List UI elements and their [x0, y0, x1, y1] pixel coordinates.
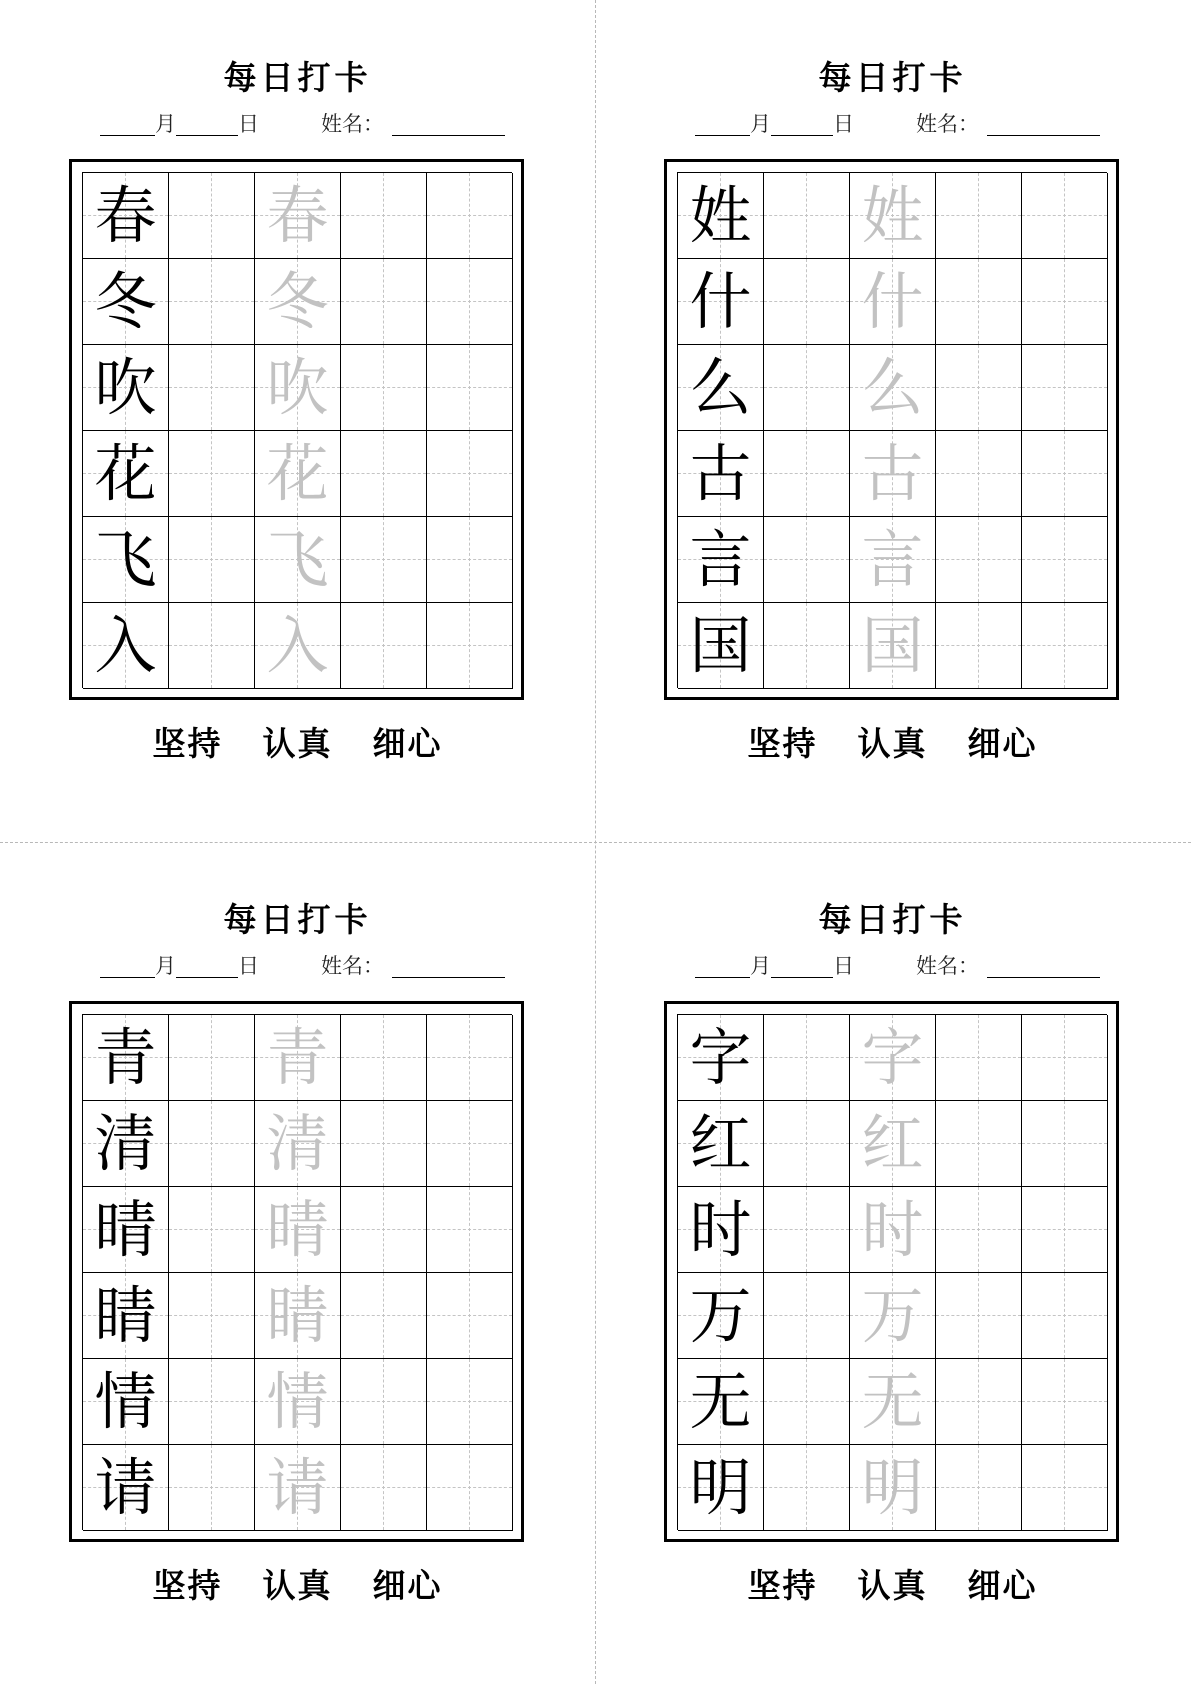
trace-character-cell[interactable]: [255, 603, 341, 689]
trace-character-cell[interactable]: [850, 345, 936, 431]
trace-character: 时: [861, 1192, 924, 1266]
model-character: 花: [94, 436, 157, 510]
motto-word: 坚持: [747, 1566, 818, 1605]
empty-practice-cell[interactable]: [1022, 259, 1108, 345]
model-character-cell: [678, 603, 764, 689]
trace-character-cell[interactable]: [255, 173, 341, 259]
model-character: 什: [689, 264, 752, 338]
model-character-cell: [678, 345, 764, 431]
trace-character: 情: [266, 1364, 329, 1438]
trace-character-cell[interactable]: [850, 1101, 936, 1187]
trace-character: 清: [266, 1106, 329, 1180]
empty-practice-cell[interactable]: [764, 1187, 850, 1273]
model-character: 冬: [94, 264, 157, 338]
motto-word: 细心: [967, 1566, 1038, 1605]
month-blank[interactable]: [100, 957, 155, 978]
name-blank[interactable]: [987, 115, 1100, 136]
empty-practice-cell[interactable]: [427, 517, 513, 603]
empty-practice-cell[interactable]: [936, 1101, 1022, 1187]
empty-practice-cell[interactable]: [341, 603, 427, 689]
trace-character-cell[interactable]: [255, 431, 341, 517]
month-label: 月: [155, 954, 176, 978]
day-blank[interactable]: [176, 115, 238, 136]
model-character: 睛: [94, 1278, 157, 1352]
model-character-cell: [83, 1101, 169, 1187]
day-blank[interactable]: [771, 957, 833, 978]
trace-character: 言: [861, 522, 924, 596]
model-character: 么: [689, 350, 752, 424]
card-title: 每日打卡: [223, 58, 372, 97]
model-character-cell: [83, 431, 169, 517]
trace-character: 古: [861, 436, 924, 510]
trace-character: 字: [861, 1020, 924, 1094]
empty-practice-cell[interactable]: [936, 1015, 1022, 1101]
empty-practice-cell[interactable]: [1022, 173, 1108, 259]
trace-character: 飞: [266, 522, 329, 596]
empty-practice-cell[interactable]: [169, 1187, 255, 1273]
trace-character-cell[interactable]: [850, 1187, 936, 1273]
trace-character: 春: [266, 178, 329, 252]
day-label: 日: [833, 954, 854, 978]
model-character-cell: [678, 173, 764, 259]
day-label: 日: [833, 112, 854, 136]
empty-practice-cell[interactable]: [427, 259, 513, 345]
name-label: 姓名：: [916, 112, 979, 136]
motto: [595, 1560, 1190, 1607]
card-title: 每日打卡: [818, 900, 967, 939]
trace-character-cell[interactable]: [850, 1359, 936, 1445]
model-character-cell: [678, 1187, 764, 1273]
empty-practice-cell[interactable]: [936, 173, 1022, 259]
month-blank[interactable]: [695, 115, 750, 136]
model-character: 古: [689, 436, 752, 510]
empty-practice-cell[interactable]: [169, 1015, 255, 1101]
trace-character: 睛: [266, 1278, 329, 1352]
month-label: 月: [750, 954, 771, 978]
empty-practice-cell[interactable]: [427, 603, 513, 689]
empty-practice-cell[interactable]: [427, 1015, 513, 1101]
trace-character: 无: [861, 1364, 924, 1438]
trace-character-cell[interactable]: [850, 603, 936, 689]
empty-practice-cell[interactable]: [169, 1445, 255, 1531]
model-character-cell: [83, 1273, 169, 1359]
trace-character-cell[interactable]: [255, 259, 341, 345]
empty-practice-cell[interactable]: [169, 1359, 255, 1445]
motto-word: 细心: [372, 1566, 443, 1605]
trace-character-cell[interactable]: [850, 517, 936, 603]
empty-practice-cell[interactable]: [936, 1359, 1022, 1445]
motto-word: 坚持: [152, 1566, 223, 1605]
model-character-cell: [83, 1359, 169, 1445]
trace-character-cell[interactable]: [255, 1445, 341, 1531]
trace-character-cell[interactable]: [255, 1359, 341, 1445]
empty-practice-cell[interactable]: [169, 173, 255, 259]
empty-practice-cell[interactable]: [1022, 603, 1108, 689]
empty-practice-cell[interactable]: [341, 173, 427, 259]
motto-word: 认真: [262, 1566, 333, 1605]
model-character: 青: [94, 1020, 157, 1094]
empty-practice-cell[interactable]: [427, 1187, 513, 1273]
trace-character-cell[interactable]: [850, 173, 936, 259]
model-character-cell: [678, 517, 764, 603]
trace-character: 入: [266, 608, 329, 682]
trace-character: 万: [861, 1278, 924, 1352]
model-character: 姓: [689, 178, 752, 252]
card-title: 每日打卡: [818, 58, 967, 97]
motto-word: 认真: [262, 724, 333, 763]
empty-practice-cell[interactable]: [764, 1101, 850, 1187]
model-character: 春: [94, 178, 157, 252]
trace-character-cell[interactable]: [255, 1101, 341, 1187]
empty-practice-cell[interactable]: [341, 1445, 427, 1531]
empty-practice-cell[interactable]: [427, 345, 513, 431]
card-title: 每日打卡: [223, 900, 372, 939]
date-name-line: [695, 112, 1125, 138]
empty-practice-cell[interactable]: [341, 1101, 427, 1187]
empty-practice-cell[interactable]: [341, 1359, 427, 1445]
model-character: 字: [689, 1020, 752, 1094]
empty-practice-cell[interactable]: [1022, 1359, 1108, 1445]
name-blank[interactable]: [392, 957, 505, 978]
model-character-cell: [678, 1273, 764, 1359]
model-character: 晴: [94, 1192, 157, 1266]
trace-character-cell[interactable]: [850, 1015, 936, 1101]
practice-card: [595, 0, 1190, 842]
trace-character: 国: [861, 608, 924, 682]
month-blank[interactable]: [100, 115, 155, 136]
empty-practice-cell[interactable]: [169, 345, 255, 431]
model-character-cell: [83, 517, 169, 603]
practice-card: [595, 842, 1190, 1684]
trace-character: 明: [861, 1450, 924, 1524]
name-blank[interactable]: [987, 957, 1100, 978]
empty-practice-cell[interactable]: [764, 1445, 850, 1531]
writing-grid: [82, 172, 512, 688]
empty-practice-cell[interactable]: [169, 1273, 255, 1359]
empty-practice-cell[interactable]: [764, 1015, 850, 1101]
date-name-line: [695, 954, 1125, 980]
writing-grid: [677, 172, 1107, 688]
trace-character-cell[interactable]: [255, 1273, 341, 1359]
day-blank[interactable]: [771, 115, 833, 136]
model-character-cell: [678, 1359, 764, 1445]
date-name-line: [100, 954, 530, 980]
empty-practice-cell[interactable]: [1022, 431, 1108, 517]
empty-practice-cell[interactable]: [169, 259, 255, 345]
empty-practice-cell[interactable]: [341, 1015, 427, 1101]
model-character: 明: [689, 1450, 752, 1524]
empty-practice-cell[interactable]: [936, 603, 1022, 689]
model-character-cell: [678, 1015, 764, 1101]
trace-character-cell[interactable]: [850, 1445, 936, 1531]
day-label: 日: [238, 954, 259, 978]
model-character: 飞: [94, 522, 157, 596]
motto-word: 细心: [967, 724, 1038, 763]
trace-character: 吹: [266, 350, 329, 424]
model-character: 无: [689, 1364, 752, 1438]
model-character: 吹: [94, 350, 157, 424]
name-blank[interactable]: [392, 115, 505, 136]
empty-practice-cell[interactable]: [764, 517, 850, 603]
name-label: 姓名：: [321, 112, 384, 136]
empty-practice-cell[interactable]: [341, 345, 427, 431]
empty-practice-cell[interactable]: [427, 1101, 513, 1187]
name-label: 姓名：: [916, 954, 979, 978]
name-label: 姓名：: [321, 954, 384, 978]
empty-practice-cell[interactable]: [936, 1187, 1022, 1273]
trace-character: 晴: [266, 1192, 329, 1266]
empty-practice-cell[interactable]: [936, 259, 1022, 345]
model-character-cell: [83, 259, 169, 345]
motto: [595, 718, 1190, 765]
practice-card: [0, 842, 595, 1684]
model-character: 请: [94, 1450, 157, 1524]
trace-character: 么: [861, 350, 924, 424]
model-character: 清: [94, 1106, 157, 1180]
trace-character: 红: [861, 1106, 924, 1180]
empty-practice-cell[interactable]: [169, 517, 255, 603]
trace-character: 冬: [266, 264, 329, 338]
trace-character-cell[interactable]: [850, 431, 936, 517]
day-blank[interactable]: [176, 957, 238, 978]
empty-practice-cell[interactable]: [1022, 1101, 1108, 1187]
empty-practice-cell[interactable]: [169, 603, 255, 689]
model-character-cell: [678, 1101, 764, 1187]
empty-practice-cell[interactable]: [427, 1273, 513, 1359]
trace-character: 姓: [861, 178, 924, 252]
empty-practice-cell[interactable]: [764, 259, 850, 345]
model-character-cell: [83, 345, 169, 431]
empty-practice-cell[interactable]: [1022, 1187, 1108, 1273]
model-character-cell: [83, 173, 169, 259]
motto-word: 坚持: [152, 724, 223, 763]
practice-card: [0, 0, 595, 842]
empty-practice-cell[interactable]: [936, 517, 1022, 603]
empty-practice-cell[interactable]: [1022, 1015, 1108, 1101]
trace-character-cell[interactable]: [850, 259, 936, 345]
model-character-cell: [83, 1445, 169, 1531]
empty-practice-cell[interactable]: [427, 1445, 513, 1531]
trace-character-cell[interactable]: [255, 1187, 341, 1273]
empty-practice-cell[interactable]: [427, 431, 513, 517]
trace-character: 请: [266, 1450, 329, 1524]
model-character-cell: [678, 431, 764, 517]
trace-character: 什: [861, 264, 924, 338]
month-blank[interactable]: [695, 957, 750, 978]
motto: [0, 1560, 595, 1607]
motto-word: 坚持: [747, 724, 818, 763]
motto-word: 细心: [372, 724, 443, 763]
motto-word: 认真: [857, 1566, 928, 1605]
trace-character-cell[interactable]: [255, 1015, 341, 1101]
model-character: 情: [94, 1364, 157, 1438]
empty-practice-cell[interactable]: [1022, 345, 1108, 431]
empty-practice-cell[interactable]: [1022, 1273, 1108, 1359]
empty-practice-cell[interactable]: [936, 1273, 1022, 1359]
empty-practice-cell[interactable]: [1022, 1445, 1108, 1531]
empty-practice-cell[interactable]: [169, 1101, 255, 1187]
model-character: 国: [689, 608, 752, 682]
model-character-cell: [83, 603, 169, 689]
month-label: 月: [750, 112, 771, 136]
model-character-cell: [678, 1445, 764, 1531]
model-character: 时: [689, 1192, 752, 1266]
model-character: 万: [689, 1278, 752, 1352]
day-label: 日: [238, 112, 259, 136]
empty-practice-cell[interactable]: [169, 431, 255, 517]
empty-practice-cell[interactable]: [936, 345, 1022, 431]
motto-word: 认真: [857, 724, 928, 763]
model-character: 言: [689, 522, 752, 596]
empty-practice-cell[interactable]: [1022, 517, 1108, 603]
empty-practice-cell[interactable]: [341, 517, 427, 603]
trace-character: 青: [266, 1020, 329, 1094]
empty-practice-cell[interactable]: [764, 1359, 850, 1445]
writing-grid: [82, 1014, 512, 1530]
model-character: 红: [689, 1106, 752, 1180]
trace-character-cell[interactable]: [255, 345, 341, 431]
trace-character-cell[interactable]: [255, 517, 341, 603]
empty-practice-cell[interactable]: [427, 173, 513, 259]
empty-practice-cell[interactable]: [764, 173, 850, 259]
trace-character-cell[interactable]: [850, 1273, 936, 1359]
model-character-cell: [678, 259, 764, 345]
trace-character: 花: [266, 436, 329, 510]
empty-practice-cell[interactable]: [764, 345, 850, 431]
empty-practice-cell[interactable]: [341, 431, 427, 517]
empty-practice-cell[interactable]: [936, 1445, 1022, 1531]
empty-practice-cell[interactable]: [427, 1359, 513, 1445]
empty-practice-cell[interactable]: [764, 431, 850, 517]
month-label: 月: [155, 112, 176, 136]
model-character-cell: [83, 1187, 169, 1273]
date-name-line: [100, 112, 530, 138]
empty-practice-cell[interactable]: [764, 603, 850, 689]
writing-grid: [677, 1014, 1107, 1530]
empty-practice-cell[interactable]: [936, 431, 1022, 517]
empty-practice-cell[interactable]: [341, 1187, 427, 1273]
empty-practice-cell[interactable]: [341, 259, 427, 345]
model-character-cell: [83, 1015, 169, 1101]
model-character: 入: [94, 608, 157, 682]
empty-practice-cell[interactable]: [341, 1273, 427, 1359]
empty-practice-cell[interactable]: [764, 1273, 850, 1359]
motto: [0, 718, 595, 765]
